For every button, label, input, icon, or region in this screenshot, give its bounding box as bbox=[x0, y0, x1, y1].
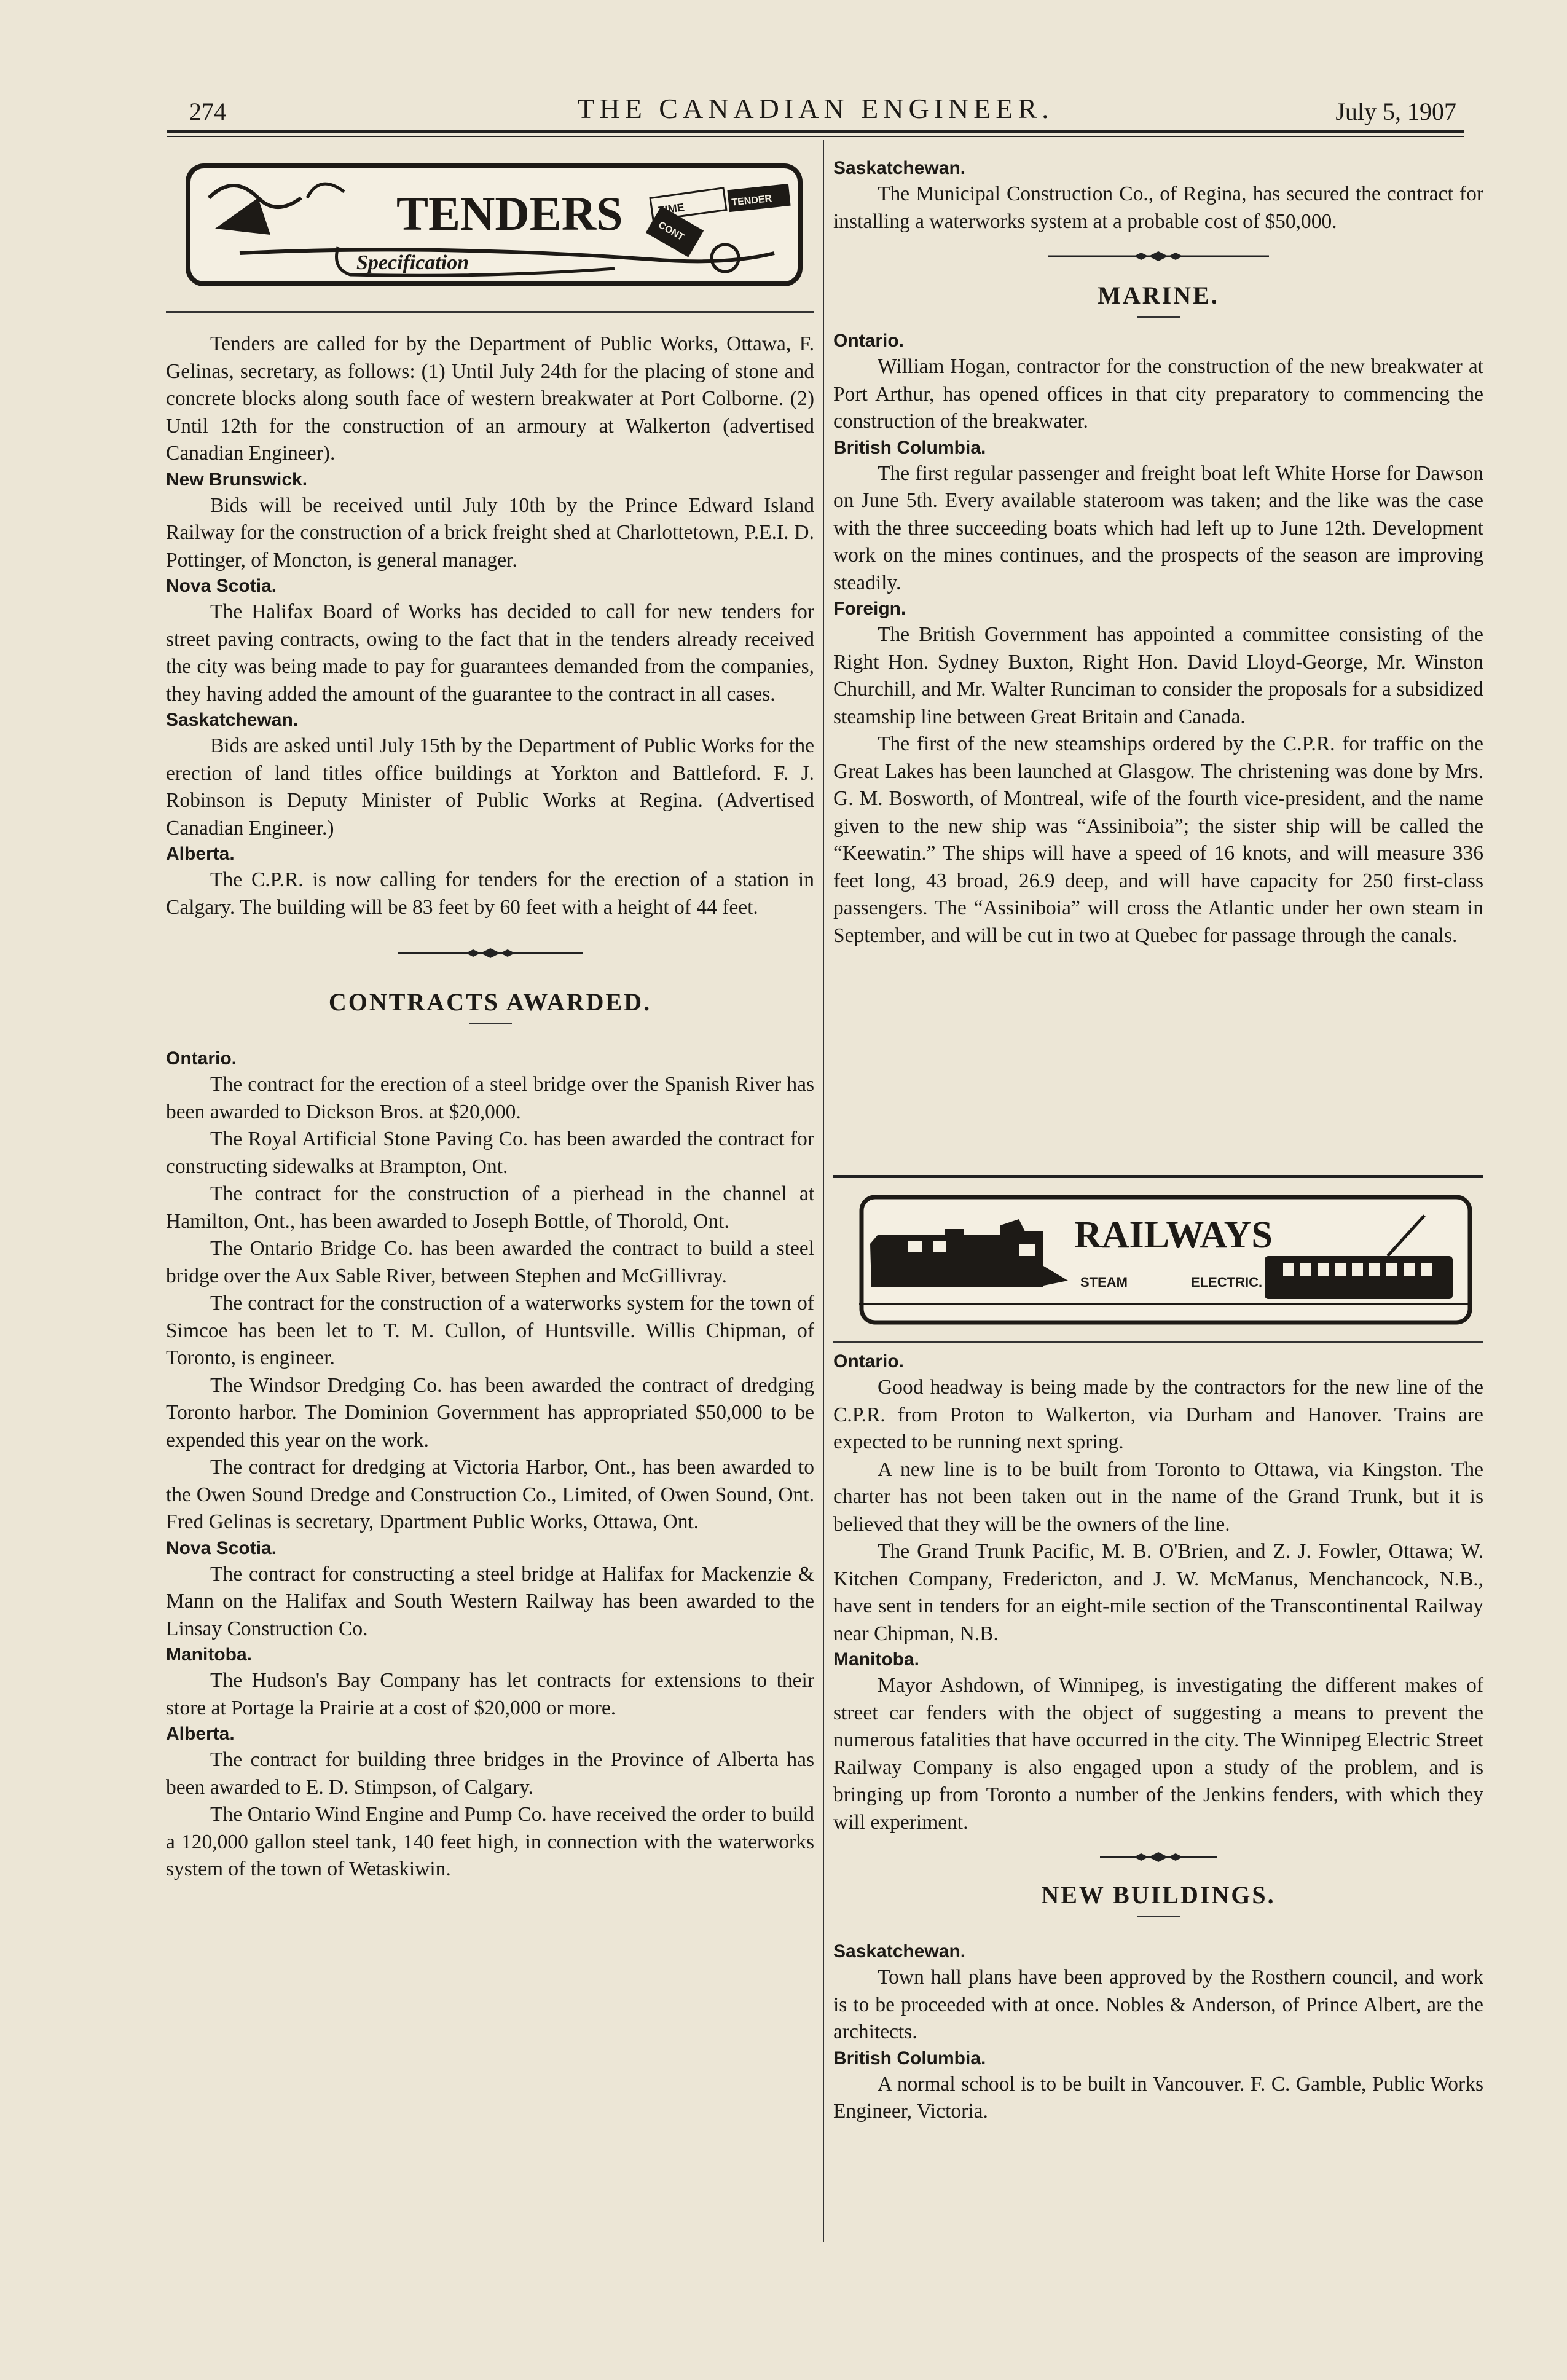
publication-title: THE CANADIAN ENGINEER. bbox=[577, 93, 1054, 124]
section-ornament bbox=[1100, 1850, 1217, 1864]
contract-item: The Royal Artificial Stone Paving Co. has been awarded the contract for constructing sidewalks at Brampton, Ont. bbox=[166, 1128, 814, 1178]
contract-item: The contract for constructing a steel bridge at Halifax for Mackenzie & Mann on the Halifax and South Western Railway has been awarded to the Linsay Construction Co. bbox=[166, 1562, 814, 1640]
marine-item: William Hogan, contractor for the construction of the new breakwater at Port Arthur, has opened offices in that city preparatory to commencing the construction of the breakwater. bbox=[833, 355, 1483, 433]
title-rule bbox=[1137, 1916, 1180, 1917]
column-divider bbox=[823, 140, 824, 2242]
railway-item: The Grand Trunk Pacific, M. B. O'Brien, and Z. J. Fowler, Ottawa; W. Kitchen Company, Fredericton, and J. W. McManus, Menchancock, N.B., have sent in tenders for an eight-mile section of the Transcontinental Railway near Chipman, N.B. bbox=[833, 1540, 1483, 1645]
province-heading: Nova Scotia. bbox=[166, 1538, 277, 1558]
building-item: Town hall plans have been approved by the Rosthern council, and work is to be proceeded with at once. Nobles & Anderson, of Prince Albert, are the architects. bbox=[833, 1966, 1483, 2043]
province-heading: Ontario. bbox=[833, 1351, 905, 1372]
tenders-title: TENDERS bbox=[396, 187, 623, 240]
province-heading: Ontario. bbox=[833, 331, 905, 351]
railway-item: Good headway is being made by the contractors for the new line of the C.P.R. from Proton to Walkerton, via Durham and Hanover. Trains are expected to be running next spring. bbox=[833, 1376, 1483, 1453]
contract-item: The contract for the erection of a steel bridge over the Spanish River has been awarded to Dickson Bros. at $20,000. bbox=[166, 1073, 814, 1123]
railways-banner bbox=[859, 1195, 1474, 1325]
section-ornament bbox=[1048, 249, 1269, 264]
marine-title: MARINE. bbox=[1098, 281, 1219, 309]
tender-nova-scotia: The Halifax Board of Works has decided to call for new tenders for street paving contracts, owing to the fact that in the tenders already received the city was being made to pay for guarantees demanded from the companies, they having added the amount of the guarantee to the contract in all cases. bbox=[166, 600, 814, 705]
tenders-intro: Tenders are called for by the Department of Public Works, Ottawa, F. Gelinas, secretary, as follows: (1) Until July 24th for the placing of stone and concrete blocks along south face of western breakwater at Port Colborne. (2) Until 12th for the construction of an armoury at Walkerton (advertised Canadian Engineer). bbox=[166, 332, 814, 465]
tenders-banner bbox=[184, 161, 805, 290]
contract-item: The contract for the construction of a waterworks system for the town of Simcoe has been let to T. M. Cullon, of Huntsville. Willis Chipman, of Toronto, is engineer. bbox=[166, 1292, 814, 1369]
marine-item: The first of the new steamships ordered by the C.P.R. for traffic on the Great Lakes has been launched at Glasgow. The christening was done by Mrs. G. M. Bosworth, of Montreal, wife of the fourth vice-president, and the name given to the new ship was “Assiniboia”; the sister ship will be called the “Keewatin.” The ships will have a speed of 16 knots, and will measure 336 feet long, 43 broad, 26.9 deep, and will have capacity for 250 first-class passengers. The “Assiniboia” will cross the Atlantic under her own steam in September, and will be cut in two at Quebec for passage through the canals. bbox=[833, 732, 1483, 947]
contract-item: The contract for the construction of a pierhead in the channel at Hamilton, Ont., has been awarded to Joseph Bottle, of Thorold, Ont. bbox=[166, 1182, 814, 1233]
marine-item: The British Government has appointed a committee consisting of the Right Hon. Sydney Buxton, Right Hon. David Lloyd-George, Mr. Winston Churchill, and Mr. Walter Runciman to consider the proposals for a subsidized steamship line between Great Britain and Canada. bbox=[833, 623, 1483, 728]
title-rule bbox=[1137, 316, 1180, 318]
tender-saskatchewan: Bids are asked until July 15th by the Department of Public Works for the erection of land titles office buildings at Yorkton and Battleford. F. J. Robinson is Deputy Minister of Public Works at Regina. (Advertised Canadian Engineer.) bbox=[166, 734, 814, 839]
cont-tag: CONT bbox=[656, 219, 686, 243]
time-tag: TIME bbox=[657, 201, 686, 217]
province-heading: Saskatchewan. bbox=[833, 158, 966, 178]
province-heading: Foreign. bbox=[833, 599, 906, 619]
contract-item: The Windsor Dredging Co. has been awarded the contract of dredging Toronto harbor. The Dominion Government has appropriated $50,000 to be expended this year on the work. bbox=[166, 1373, 814, 1451]
province-heading: Ontario. bbox=[166, 1048, 237, 1069]
railways-top-rule bbox=[833, 1175, 1483, 1178]
tender-tag: TENDER bbox=[731, 193, 772, 208]
contract-item: The Ontario Bridge Co. has been awarded the contract to build a steel bridge over the Aux Sable River, between Stephen and McGillivray. bbox=[166, 1237, 814, 1287]
tenders-rule bbox=[166, 311, 814, 313]
page-number: 274 bbox=[189, 98, 226, 125]
province-heading: Saskatchewan. bbox=[166, 710, 299, 730]
tender-new-brunswick: Bids will be received until July 10th by the Prince Edward Island Railway for the construction of a brick freight shed at Charlottetown, P.E.I. D. Pottinger, of Moncton, is general manager. bbox=[166, 493, 814, 571]
left-column bbox=[166, 331, 814, 1883]
railway-item: Mayor Ashdown, of Winnipeg, is investigating the different makes of street car fenders with the object of suggesting a means to prevent the numerous fatalities that have occurred in the city. The Winnipeg Electric Street Railway Company is also engaged upon a study of the problem, and is bringing up from Toronto a number of the Jenkins fenders, with which they will experiment. bbox=[833, 1674, 1483, 1834]
section-ornament bbox=[398, 946, 583, 960]
province-heading: Alberta. bbox=[166, 1724, 235, 1744]
page-header bbox=[167, 92, 1464, 129]
tender-alberta: The C.P.R. is now calling for tenders for the erection of a station in Calgary. The building will be 83 feet by 60 feet with a height of 44 feet. bbox=[166, 868, 814, 919]
steam-label: STEAM bbox=[1080, 1274, 1128, 1290]
province-heading: British Columbia. bbox=[833, 437, 986, 458]
right-column-top bbox=[833, 156, 1483, 949]
contract-item: The contract for building three bridges in the Province of Alberta has been awarded to E. D. Stimpson, of Calgary. bbox=[166, 1748, 814, 1799]
specification-label: Specification bbox=[356, 251, 469, 274]
province-heading: Manitoba. bbox=[833, 1649, 919, 1670]
province-heading: New Brunswick. bbox=[166, 469, 308, 490]
province-heading: Alberta. bbox=[166, 844, 235, 864]
province-heading: Manitoba. bbox=[166, 1644, 252, 1665]
right-column-bottom bbox=[833, 1349, 1483, 2126]
contracts-awarded-title: CONTRACTS AWARDED. bbox=[328, 988, 652, 1016]
contract-saskatchewan: The Municipal Construction Co., of Regina, has secured the contract for installing a waterworks system at a probable cost of $50,000. bbox=[833, 183, 1483, 233]
issue-date: July 5, 1907 bbox=[1335, 98, 1456, 125]
province-heading: British Columbia. bbox=[833, 2048, 986, 2068]
building-item: A normal school is to be built in Vancouver. F. C. Gamble, Public Works Engineer, Victoria. bbox=[833, 2072, 1483, 2123]
railways-title: RAILWAYS bbox=[1074, 1214, 1273, 1256]
electric-label: ELECTRIC. bbox=[1191, 1274, 1263, 1290]
new-buildings-title: NEW BUILDINGS. bbox=[1041, 1881, 1276, 1909]
header-rule bbox=[167, 130, 1464, 137]
province-heading: Nova Scotia. bbox=[166, 576, 277, 596]
railway-item: A new line is to be built from Toronto to Ottawa, via Kingston. The charter has not been taken out in the name of the Grand Trunk, but it is believed that they will be the owners of the line. bbox=[833, 1458, 1483, 1536]
province-heading: Saskatchewan. bbox=[833, 1941, 966, 1962]
contract-item: The Hudson's Bay Company has let contracts for extensions to their store at Portage la Prairie at a cost of $20,000 or more. bbox=[166, 1669, 814, 1719]
contract-item: The contract for dredging at Victoria Harbor, Ont., has been awarded to the Owen Sound Dredge and Construction Co., Limited, of Owen Sound, Ont. Fred Gelinas is secretary, Dpartment Public Works, Ottawa, Ont. bbox=[166, 1456, 814, 1533]
contract-item: The Ontario Wind Engine and Pump Co. have received the order to build a 120,000 gallon steel tank, 140 feet high, in connection with the waterworks system of the town of Wetaskiwin. bbox=[166, 1803, 814, 1880]
title-rule bbox=[469, 1023, 512, 1024]
marine-item: The first regular passenger and freight boat left White Horse for Dawson on June 5th. Every available stateroom was taken; and the like was the case with the three succeeding boats which had left up to June 12th. Development work on the mines continues, and the prospects of the season are improving steadily. bbox=[833, 461, 1483, 594]
railways-bottom-rule bbox=[833, 1341, 1483, 1343]
